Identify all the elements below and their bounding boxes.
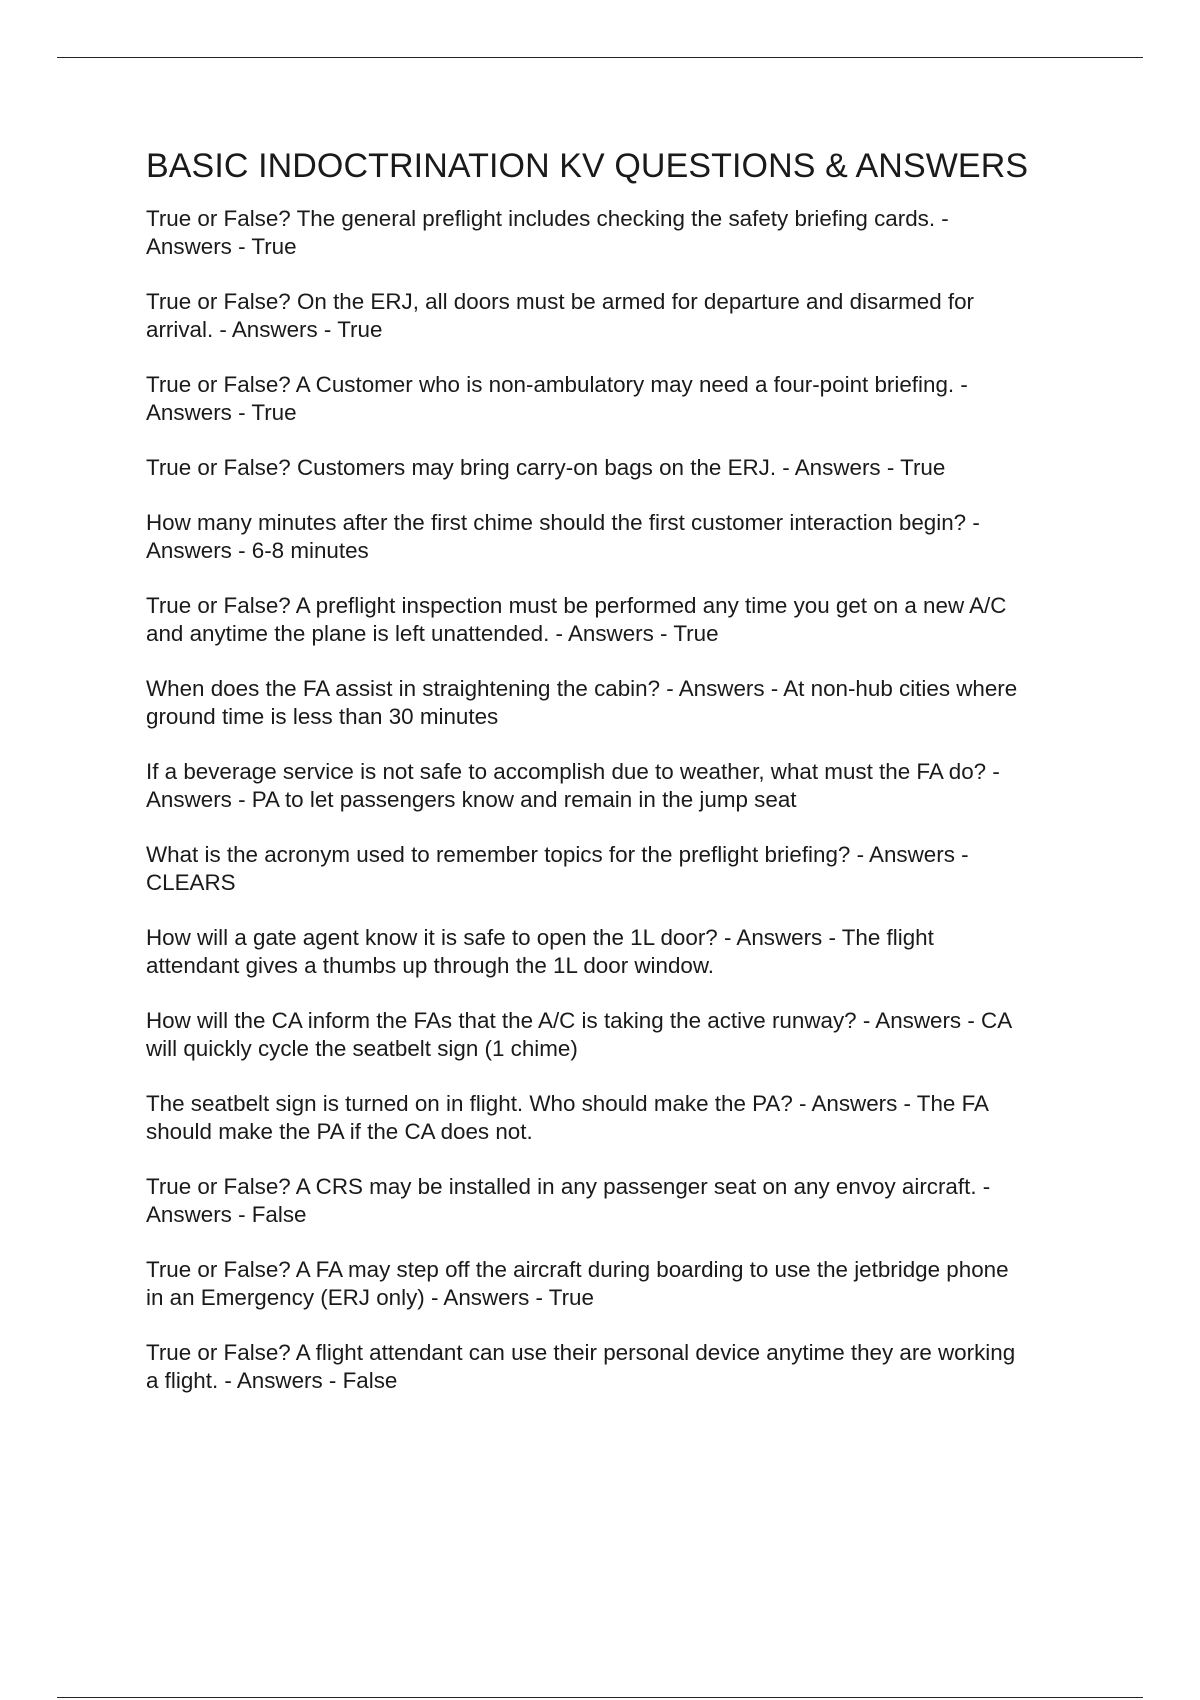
qa-item: True or False? On the ERJ, all doors must be armed for departure and disarmed for arrival. - Answers - True — [146, 289, 975, 342]
qa-item: How will the CA inform the FAs that the A/C is taking the active runway? - Answers - CA will quickly cycle the seatbelt sign (1 chime) — [146, 1008, 1013, 1061]
qa-item: True or False? A preflight inspection must be performed any time you get on a new A/C and anytime the plane is left unattended. - Answers - True — [146, 593, 1007, 646]
qa-item: True or False? A FA may step off the aircraft during boarding to use the jetbridge phone in an Emergency (ERJ only) - Answers - True — [146, 1257, 1009, 1310]
document-title: BASIC INDOCTRINATION KV QUESTIONS & ANSWERS — [146, 147, 1029, 185]
document-body — [146, 142, 1096, 1422]
qa-list — [146, 205, 1096, 1395]
qa-item: When does the FA assist in straightening the cabin? - Answers - At non-hub cities where ground time is less than 30 minutes — [146, 676, 1018, 729]
qa-item: True or False? Customers may bring carry-on bags on the ERJ. - Answers - True — [146, 455, 946, 480]
qa-item: True or False? A Customer who is non-ambulatory may need a four-point briefing. - Answers - True — [146, 372, 968, 425]
qa-item: The seatbelt sign is turned on in flight. Who should make the PA? - Answers - The FA should make the PA if the CA does not. — [146, 1091, 989, 1144]
qa-item: How will a gate agent know it is safe to open the 1L door? - Answers - The flight attendant gives a thumbs up through the 1L door window. — [146, 925, 934, 978]
qa-item: How many minutes after the first chime should the first customer interaction begin? - Answers - 6-8 minutes — [146, 510, 980, 563]
page-top-rule — [57, 57, 1143, 58]
page-bottom-rule — [57, 1697, 1143, 1698]
qa-item: What is the acronym used to remember topics for the preflight briefing? - Answers - CLEARS — [146, 842, 969, 895]
qa-item: True or False? The general preflight includes checking the safety briefing cards. - Answers - True — [146, 206, 949, 259]
qa-item: True or False? A flight attendant can use their personal device anytime they are working a flight. - Answers - False — [146, 1340, 1016, 1393]
qa-item: True or False? A CRS may be installed in any passenger seat on any envoy aircraft. - Answers - False — [146, 1174, 991, 1227]
qa-item: If a beverage service is not safe to accomplish due to weather, what must the FA do? - Answers - PA to let passengers know and remain in the jump seat — [146, 759, 1000, 812]
